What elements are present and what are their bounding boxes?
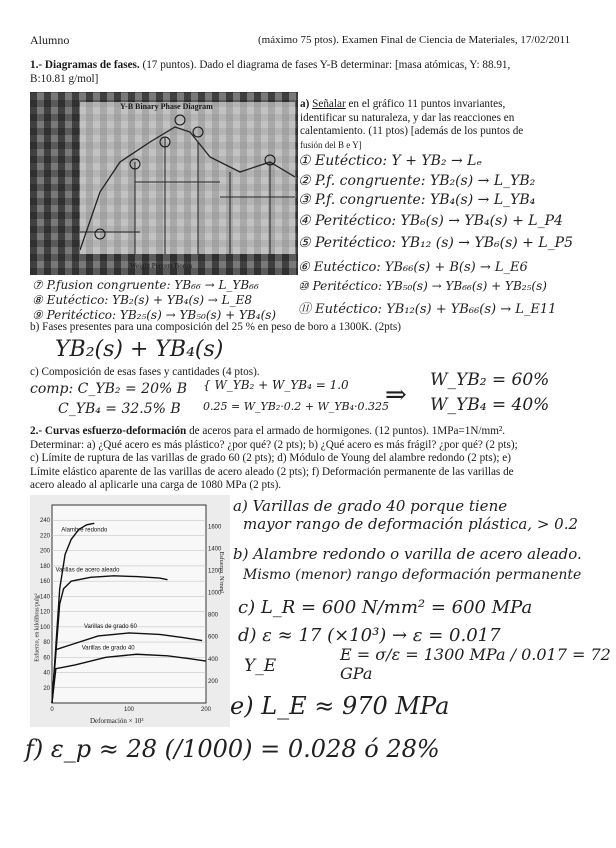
chart-ytick-right-0: 200 <box>208 678 219 685</box>
stress-strain-chart <box>30 495 230 727</box>
q1-a-text2: identificar su naturaleza, y dar las reacciones en <box>300 111 515 124</box>
exam-title: (máximo 75 ptos). Examen Final de Ciencia de Materiales, 17/02/2011 <box>258 34 571 46</box>
chart-ytick-left-3: 80 <box>43 640 50 647</box>
q2-intro3: c) Límite de ruptura de las varillas de grado 60 (2 pts); d) Módulo de Young del alambre redondo (2 pts); e) <box>30 452 511 464</box>
chart-ytick-right-2: 600 <box>208 634 219 641</box>
chart-xtick-0: 0 <box>50 707 54 713</box>
student-label: Alumno <box>30 33 70 47</box>
chart-series-label-1: Varillas de acero aleado <box>55 567 120 574</box>
q2-intro2: Determinar: a) ¿Qué acero es más plástico? ¿por qué? (2 pts); b) ¿Qué acero es más frágil? ¿por qué? (2 pts); <box>30 438 518 451</box>
chart-ylabel-right: Esfuerzo, N/mm² <box>217 551 224 594</box>
hand-q2-a1: a) Varillas de grado 40 porque tiene <box>233 497 508 515</box>
q2-intro5: acero aleado al aplicarle una carga de 1080 MPa (2 pts). <box>30 479 282 491</box>
q1-intro <box>30 59 590 86</box>
q1-intro-text2: B:10.81 g/mol] <box>30 72 99 85</box>
chart-ytick-left-5: 120 <box>39 609 50 616</box>
hand-q1-a3: ③ P.f. congruente: YB₄(s) → L_YB₄ <box>298 192 536 208</box>
hand-q2-a2: mayor rango de deformación plástica, > 0.2 <box>243 515 579 533</box>
chart-ytick-right-3: 800 <box>208 612 219 619</box>
q2-intro4: Límite elástico aparente de las varillas de acero aleado (2 pts); f) Deformación permanente de las varillas de <box>30 465 514 478</box>
chart-ytick-left-10: 220 <box>39 533 50 540</box>
q1-a-text4: fusión del B e Y] <box>300 139 362 150</box>
phase-diagram-plot <box>80 102 295 254</box>
hand-q1-a1: ① Eutéctico: Y + YB₂ → Lₑ <box>298 153 482 169</box>
hand-q2-c: c) L_R = 600 N/mm² = 600 MPa <box>238 597 533 618</box>
hand-q1-a7: ⑩ Peritéctico: YB₅₀(s) → YB₆₆(s) + YB₂₅(s) <box>298 279 547 293</box>
hand-q1-left2: ⑧ Eutéctico: YB₂(s) + YB₄(s) → L_E8 <box>32 293 253 307</box>
stress-strain-svg <box>30 495 230 727</box>
chart-ytick-left-9: 200 <box>39 548 50 555</box>
chart-ytick-left-1: 40 <box>43 670 50 677</box>
chart-ytick-left-11: 240 <box>39 518 50 525</box>
q2-intro <box>30 425 595 493</box>
chart-ytick-left-2: 60 <box>43 655 50 662</box>
chart-ytick-left-0: 20 <box>43 685 50 692</box>
chart-ytick-left-7: 160 <box>39 579 50 586</box>
chart-ytick-right-1: 400 <box>208 656 219 663</box>
hand-q2-b2: Mismo (menor) rango deformación permanente <box>243 567 582 583</box>
hand-q1-c1: comp: C_YB₂ = 20% B <box>30 381 188 397</box>
q1-a-underlined: Señalar <box>312 98 346 110</box>
hand-q1-a8: ⑪ Eutéctico: YB₁₂(s) + YB₆₆(s) → L_E11 <box>298 302 557 317</box>
q1-a-text <box>300 98 585 152</box>
q1-intro-text: (17 puntos). Dado el diagrama de fases Y-B determinar: [masa atómicas, Y: 88.91, <box>139 59 511 71</box>
q1-a-text1: en el gráfico 11 puntos invariantes, <box>345 98 506 110</box>
phase-diagram-title: Y-B Binary Phase Diagram <box>120 102 213 111</box>
chart-ytick-right-6: 1400 <box>208 546 222 553</box>
q2-intro1: de aceros para el armado de hormigones. (12 puntos). 1MPa=1N/mm². <box>186 425 506 437</box>
invariant-point-4 <box>175 115 185 125</box>
hand-q1-left1: ⑦ P.fusion congruente: YB₆₆ → L_YB₆₆ <box>32 278 259 292</box>
chart-xtick-1: 100 <box>123 707 135 713</box>
q1-b-text: b) Fases presentes para una composición del 25 % en peso de boro a 1300K. (2pts) <box>30 321 401 333</box>
chart-ytick-right-4: 1000 <box>208 590 222 597</box>
hand-q1-c2: C_YB₄ = 32.5% B <box>58 401 181 417</box>
chart-series-label-3: Varillas de grado 40 <box>81 645 135 652</box>
hand-q1-left3: ⑨ Peritéctico: YB₂₅(s) → YB₅₀(s) + YB₄(s) <box>32 308 277 322</box>
hand-q1-c-res2: W_YB₄ = 40% <box>430 395 550 415</box>
chart-ytick-left-4: 100 <box>39 624 50 631</box>
q2-heading: 2.- Curvas esfuerzo-deformación <box>30 425 187 437</box>
hand-q2-d3: Y_E <box>244 656 277 676</box>
hand-q1-c3: { W_YB₂ + W_YB₄ = 1.0 <box>203 378 349 392</box>
hand-q1-c4: 0.25 = W_YB₂·0.2 + W_YB₄·0.325 <box>203 400 390 413</box>
hand-q1-c-res1: W_YB₂ = 60% <box>430 370 550 390</box>
hand-q1-a2: ② P.f. congruente: YB₂(s) → L_YB₂ <box>298 173 536 189</box>
chart-ytick-right-5: 1200 <box>208 568 222 575</box>
hand-q2-d1: d) ε ≈ 17 (×10³) → ε = 0.017 <box>238 625 501 646</box>
phase-diagram-svg <box>80 102 295 254</box>
q1-a-label: a) <box>300 98 313 110</box>
hand-q2-d2: E = σ/ε = 1300 MPa / 0.017 = 72 GPa <box>340 645 611 683</box>
chart-ytick-left-6: 140 <box>39 594 50 601</box>
phase-diagram-image <box>30 92 298 275</box>
hand-q2-e: e) L_E ≈ 970 MPa <box>230 692 450 720</box>
chart-xlabel: Deformación × 10³ <box>90 717 144 725</box>
chart-series-label-2: Varillas de grado 60 <box>84 623 137 630</box>
chart-series-label-0: Alambre redondo <box>61 527 108 534</box>
q1-c-text: c) Composición de esas fases y cantidades (4 ptos). <box>30 366 260 378</box>
hand-q1-a6: ⑥ Eutéctico: YB₆₆(s) + B(s) → L_E6 <box>298 260 528 275</box>
hand-q1-a5: ⑤ Peritéctico: YB₁₂ (s) → YB₆(s) + L_P5 <box>298 235 573 251</box>
q1-heading: 1.- Diagramas de fases. <box>30 59 140 71</box>
hand-q1-arrow: ⇒ <box>385 380 407 410</box>
chart-xtick-2: 200 <box>200 707 212 713</box>
hand-q1-b-answer: YB₂(s) + YB₄(s) <box>55 337 224 362</box>
phase-diagram-xlabel: Weight Percent Boron <box>130 262 193 270</box>
hand-q1-a4: ④ Peritéctico: YB₆(s) → YB₄(s) + L_P4 <box>298 213 563 229</box>
chart-ytick-right-7: 1600 <box>208 524 222 531</box>
invariant-point-5 <box>193 127 203 137</box>
q1-a-text3: calentamiento. (11 ptos) [además de los puntos de <box>300 125 524 137</box>
chart-ylabel-left: Esfuerzo, en kilolibras/pulg² <box>34 593 41 662</box>
hand-q2-b1: b) Alambre redondo o varilla de acero aleado. <box>233 545 582 563</box>
hand-q2-f: f) ε_p ≈ 28 (/1000) = 0.028 ó 28% <box>25 735 440 763</box>
chart-ytick-left-8: 180 <box>39 563 50 570</box>
invariant-point-1 <box>95 229 105 239</box>
